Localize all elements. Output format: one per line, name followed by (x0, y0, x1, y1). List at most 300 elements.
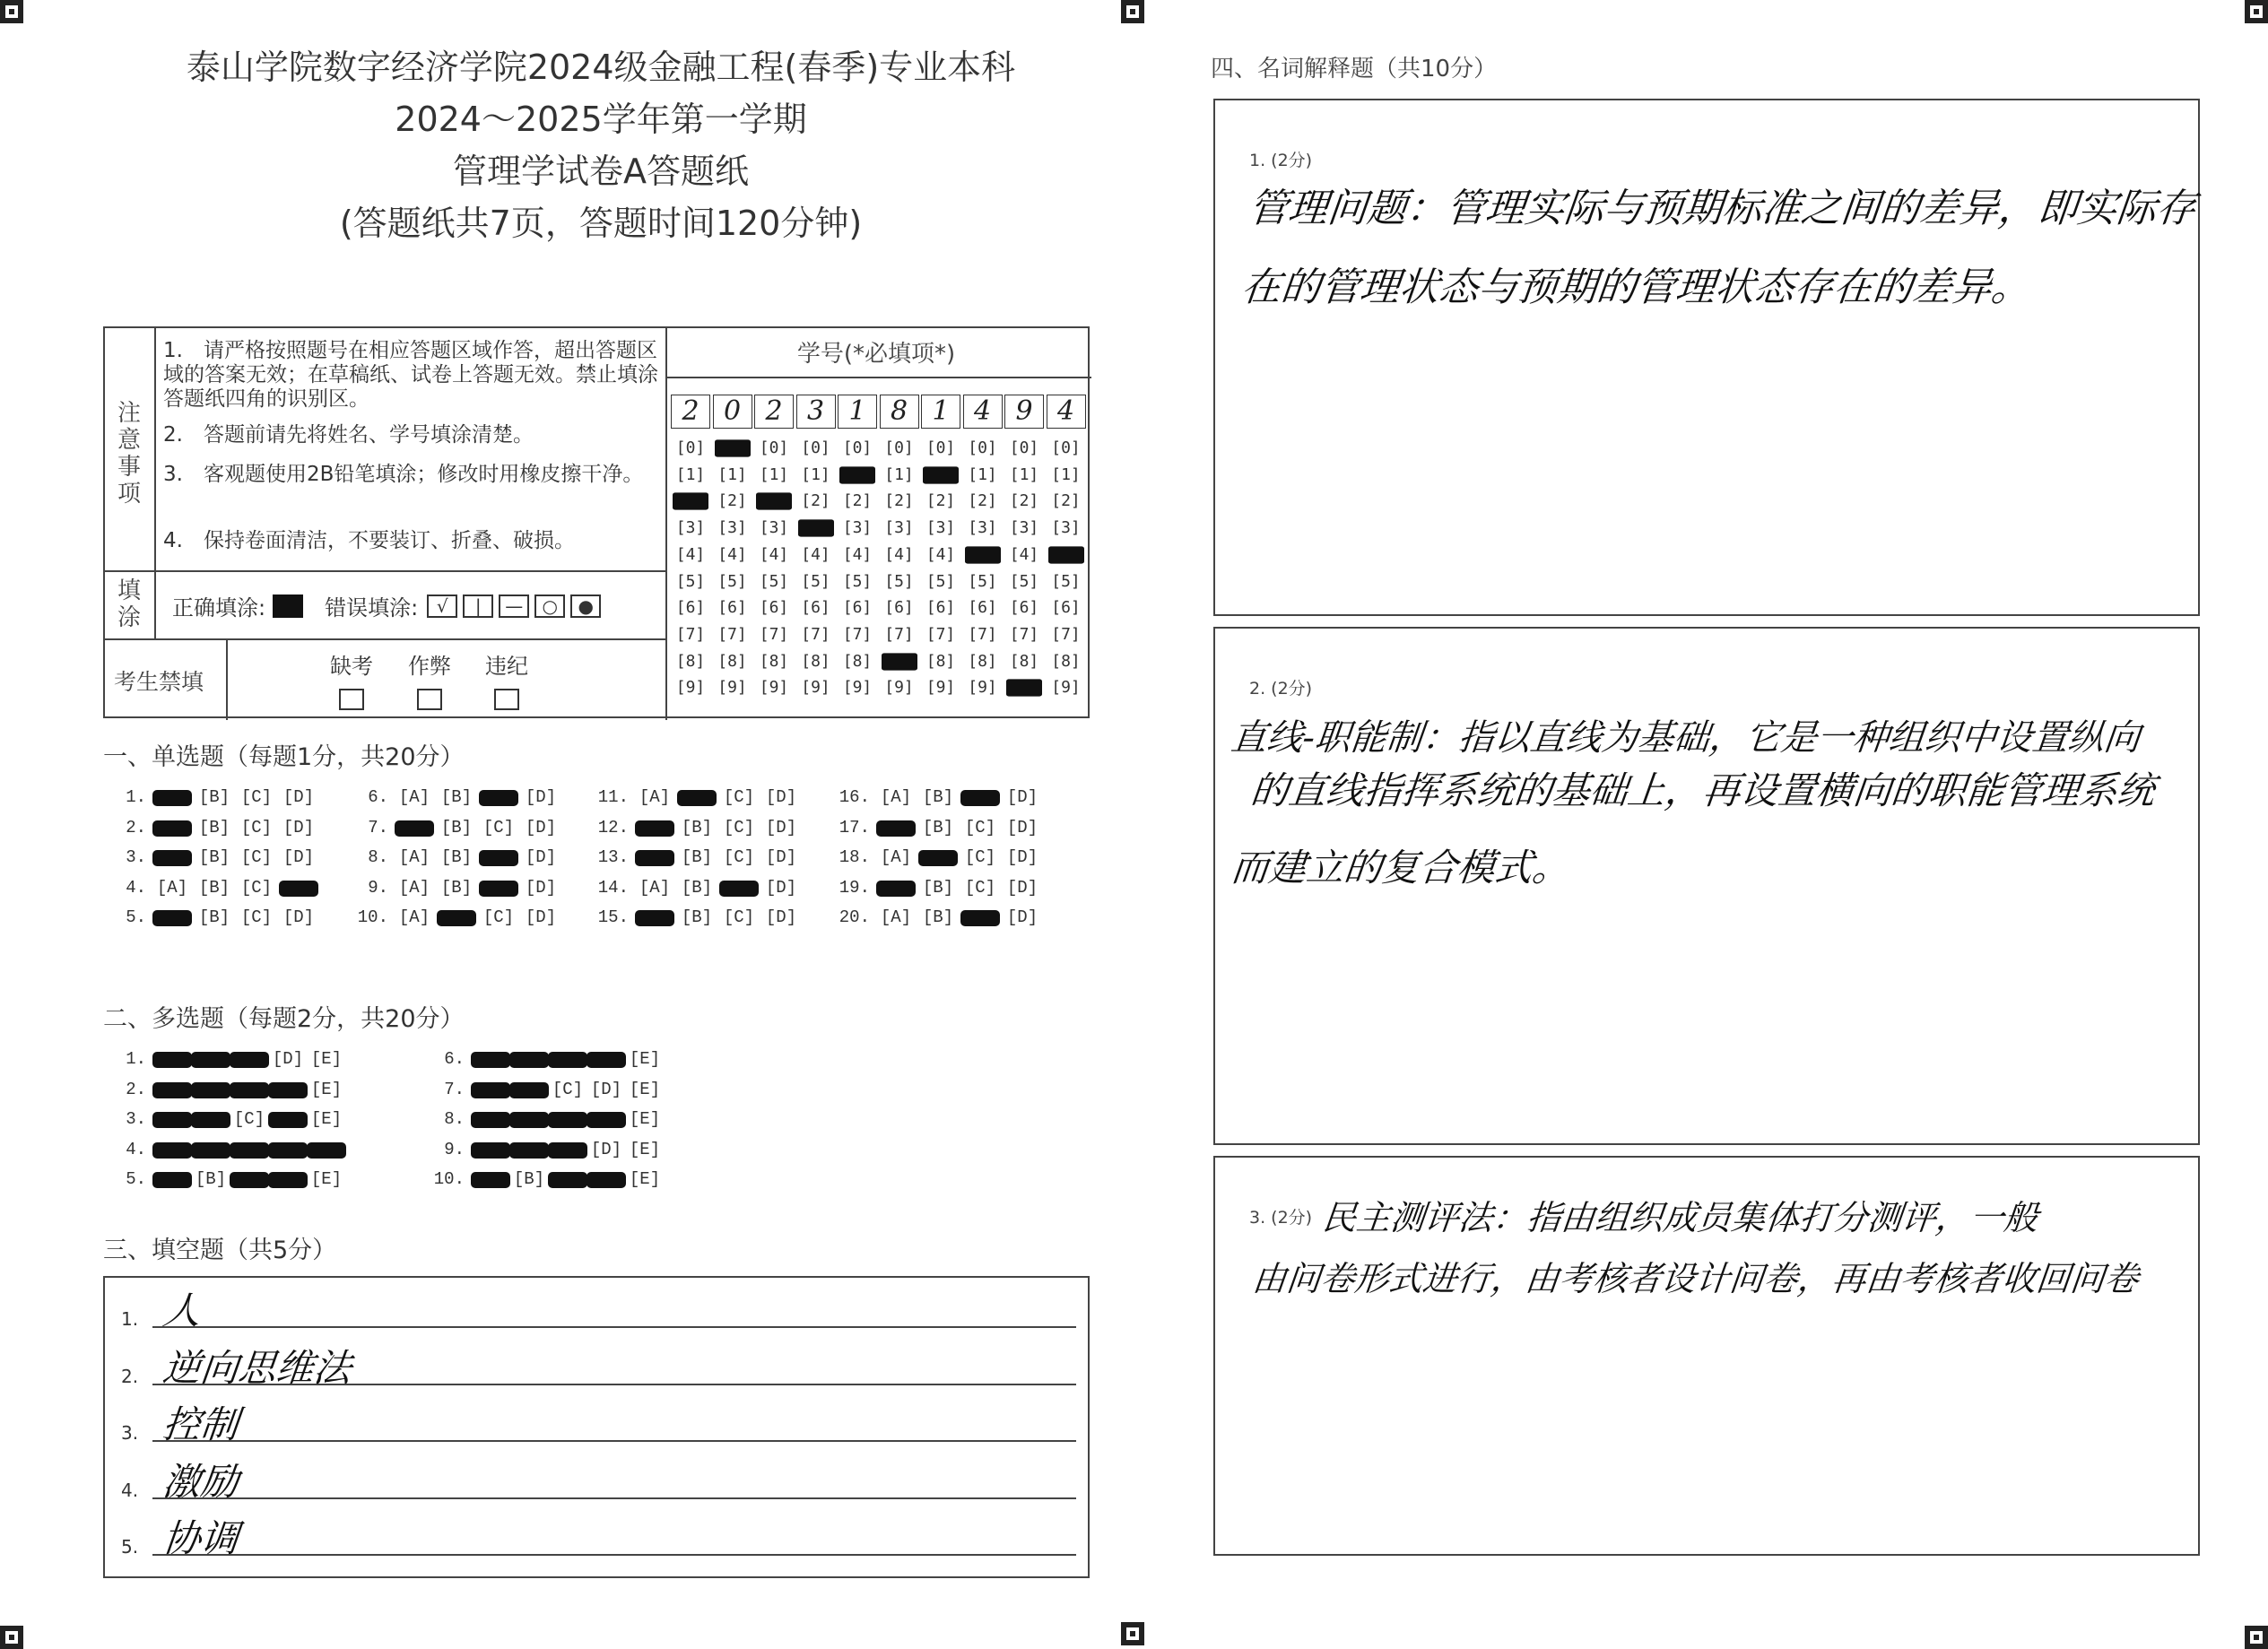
student-id-bubble[interactable]: [0] (1009, 438, 1039, 457)
multi-choice-option[interactable] (587, 1112, 626, 1128)
single-choice-option[interactable] (279, 881, 318, 897)
student-id-bubble[interactable] (1006, 680, 1042, 697)
student-id-bubble[interactable] (882, 653, 917, 670)
student-id-bubble[interactable]: [4] (1009, 544, 1039, 564)
single-choice-option[interactable]: [B] (198, 847, 230, 867)
student-id-digit-10: 4 (1047, 395, 1086, 429)
forbid-absent-checkbox[interactable] (339, 689, 364, 710)
multi-choice-option[interactable] (191, 1052, 230, 1068)
student-id-bubble[interactable] (673, 493, 708, 510)
single-choice-option[interactable]: [B] (198, 877, 230, 898)
student-id-bubble[interactable]: [9] (968, 678, 997, 698)
student-id-bubble[interactable] (756, 493, 792, 510)
single-choice-option[interactable] (719, 881, 759, 897)
fill-blank-number: 2. (121, 1365, 139, 1387)
student-id-bubble[interactable]: [5] (925, 571, 956, 591)
single-choice-option[interactable]: [C] (240, 877, 273, 898)
student-id-bubble[interactable]: [0] (759, 438, 789, 457)
multi-choice-option[interactable] (471, 1052, 510, 1068)
multi-choice-option[interactable] (587, 1172, 626, 1188)
single-choice-option[interactable] (876, 881, 916, 897)
multi-choice-number: 2. (126, 1079, 146, 1099)
multi-choice-option[interactable] (471, 1112, 510, 1128)
single-choice-option[interactable]: [B] (198, 787, 230, 807)
multi-choice-option[interactable] (268, 1112, 308, 1128)
single-choice-number: 1. (126, 787, 146, 807)
multi-choice-number: 3. (126, 1109, 146, 1129)
multi-choice-option[interactable]: [B] (195, 1169, 227, 1189)
student-id-bubble[interactable]: [7] (717, 624, 747, 644)
multi-choice-option[interactable] (548, 1172, 587, 1188)
multi-choice-option[interactable]: [B] (513, 1169, 545, 1189)
student-id-bubble[interactable] (965, 546, 1001, 563)
multi-choice-option[interactable] (230, 1142, 269, 1159)
term-answer-box-3[interactable] (1213, 1156, 2200, 1556)
student-id-bubble[interactable]: [3] (968, 518, 997, 538)
single-choice-option[interactable] (152, 790, 192, 806)
single-choice-number: 15. (597, 907, 629, 927)
term-answer-box-2[interactable] (1213, 627, 2200, 1145)
single-choice-option[interactable] (152, 910, 192, 926)
single-choice-option[interactable]: [D] (525, 847, 557, 867)
student-id-bubble[interactable]: [3] (842, 518, 873, 538)
student-id-bubble[interactable]: [5] (759, 571, 789, 591)
multi-choice-option[interactable]: [E] (629, 1109, 661, 1129)
single-choice-option[interactable]: [D] (1006, 787, 1038, 807)
single-choice-option[interactable]: [A] (880, 847, 912, 867)
single-choice-option[interactable] (677, 790, 717, 806)
student-id-bubble[interactable]: [2] (884, 491, 914, 511)
single-choice-option[interactable]: [D] (1006, 847, 1038, 867)
term-1-answer-line1: 管理问题：管理实际与预期标准之间的差异，即实际存 (1246, 186, 2199, 231)
multi-choice-option[interactable] (191, 1142, 230, 1159)
multi-choice-option[interactable] (548, 1112, 587, 1128)
corner-mark-top-center (1121, 0, 1144, 23)
multi-choice-option[interactable]: [E] (629, 1139, 661, 1159)
correct-fill-label: 正确填涂: (172, 595, 266, 621)
single-choice-number: 14. (597, 877, 629, 898)
multi-choice-option[interactable]: [E] (629, 1079, 661, 1099)
multi-choice-option[interactable] (191, 1112, 230, 1128)
fill-blank-line[interactable] (152, 1497, 1076, 1499)
single-choice-option[interactable]: [A] (880, 787, 912, 807)
single-choice-option[interactable]: [B] (681, 907, 713, 927)
single-choice-option[interactable]: [B] (922, 787, 954, 807)
student-id-bubble[interactable]: [6] (1051, 598, 1081, 618)
student-id-bubble[interactable]: [0] (842, 438, 873, 457)
forbid-cheat-checkbox[interactable] (417, 689, 442, 710)
student-id-bubble[interactable]: [6] (759, 598, 789, 618)
single-choice-option[interactable]: [A] (398, 907, 430, 927)
student-id-digit-7: 1 (921, 395, 960, 429)
single-choice-option[interactable]: [C] (964, 817, 996, 838)
student-id-bubble[interactable]: [4] (717, 544, 747, 564)
multi-choice-option[interactable] (152, 1082, 192, 1098)
single-choice-option[interactable]: [D] (765, 847, 797, 867)
multi-choice-option[interactable] (509, 1142, 549, 1159)
single-choice-number: 8. (368, 847, 388, 867)
multi-choice-option[interactable] (152, 1172, 192, 1188)
single-choice-title: 一、单选题（每题1分，共20分） (103, 743, 465, 771)
student-id-bubble[interactable]: [8] (1009, 651, 1039, 671)
student-id-bubble[interactable]: [1] (717, 464, 747, 484)
student-id-bubble[interactable]: [5] (1009, 571, 1039, 591)
student-id-digit-4: 3 (796, 395, 836, 429)
single-choice-option[interactable]: [C] (240, 907, 273, 927)
student-id-bubble[interactable]: [7] (1009, 624, 1039, 644)
multi-choice-option[interactable] (471, 1142, 510, 1159)
correct-fill-example (273, 595, 303, 618)
single-choice-option[interactable]: [A] (156, 877, 188, 898)
terms-title: 四、名词解释题（共10分） (1211, 56, 1498, 82)
student-id-bubble[interactable]: [2] (1009, 491, 1039, 511)
student-id-digit-6: 8 (880, 395, 919, 429)
single-choice-option[interactable]: [C] (240, 847, 273, 867)
single-choice-option[interactable]: [B] (922, 877, 954, 898)
multi-choice-option[interactable]: [D] (272, 1049, 304, 1069)
multi-choice-option[interactable] (152, 1112, 192, 1128)
multi-choice-option[interactable] (268, 1142, 308, 1159)
multi-choice-number: 6. (444, 1049, 465, 1069)
exam-title-line1: 泰山学院数字经济学院2024级金融工程(春季)专业本科 (186, 48, 1016, 87)
single-choice-option[interactable] (960, 910, 1000, 926)
multi-choice-option[interactable] (191, 1082, 230, 1098)
multi-choice-option[interactable] (471, 1082, 510, 1098)
student-id-bubble[interactable]: [5] (717, 571, 747, 591)
single-choice-option[interactable] (635, 850, 674, 866)
student-id-bubble[interactable]: [1] (884, 464, 914, 484)
student-id-bubble[interactable]: [9] (801, 678, 830, 698)
single-choice-option[interactable]: [D] (525, 877, 557, 898)
multi-choice-option[interactable] (230, 1082, 269, 1098)
forbid-label: 考生禁填 (114, 669, 204, 695)
student-id-bubble[interactable]: [0] (1051, 438, 1081, 457)
multi-choice-option[interactable]: [E] (629, 1169, 661, 1189)
wrong-fill-dot: ● (570, 595, 601, 618)
single-choice-option[interactable]: [D] (282, 907, 315, 927)
student-id-bubble[interactable]: [3] (925, 518, 956, 538)
student-id-bubble[interactable]: [5] (675, 571, 706, 591)
multi-choice-option[interactable]: [D] (590, 1079, 622, 1099)
student-id-bubble[interactable]: [4] (842, 544, 873, 564)
student-id-bubble[interactable]: [8] (801, 651, 830, 671)
student-id-bubble[interactable]: [3] (1009, 518, 1039, 538)
student-id-bubble[interactable]: [0] (925, 438, 956, 457)
student-id-bubble[interactable]: [1] (759, 464, 789, 484)
single-choice-number: 9. (368, 877, 388, 898)
student-id-bubble[interactable]: [9] (1051, 678, 1081, 698)
student-id-bubble[interactable]: [3] (759, 518, 789, 538)
single-choice-option[interactable]: [A] (880, 907, 912, 927)
single-choice-option[interactable]: [D] (525, 787, 557, 807)
single-choice-option[interactable]: [D] (525, 817, 557, 838)
multi-choice-option[interactable] (230, 1052, 269, 1068)
wrong-fill-bar: | (463, 595, 493, 618)
student-id-bubble[interactable] (715, 439, 751, 456)
forbid-cheat: 作弊 (398, 648, 461, 710)
single-choice-option[interactable]: [B] (198, 907, 230, 927)
student-id-bubble[interactable]: [3] (717, 518, 747, 538)
single-choice-option[interactable]: [B] (681, 817, 713, 838)
single-choice-option[interactable]: [C] (964, 847, 996, 867)
student-id-bubble[interactable] (923, 466, 959, 483)
student-id-bubble[interactable]: [6] (675, 598, 706, 618)
term-1-label: 1. (2分) (1249, 151, 1313, 170)
single-choice-option[interactable]: [B] (440, 817, 473, 838)
corner-mark-bottom-left (0, 1626, 23, 1649)
student-id-bubble[interactable]: [2] (925, 491, 956, 511)
student-id-bubble[interactable]: [5] (968, 571, 997, 591)
student-id-bubble[interactable]: [6] (801, 598, 830, 618)
single-choice-option[interactable] (635, 820, 674, 837)
student-id-bubble[interactable]: [5] (801, 571, 830, 591)
term-2-label: 2. (2分) (1249, 679, 1313, 699)
student-id-bubble[interactable]: [0] (968, 438, 997, 457)
multi-choice-option[interactable] (509, 1082, 549, 1098)
fill-blank-answer-3: 控制 (161, 1402, 241, 1446)
single-choice-option[interactable]: [C] (964, 877, 996, 898)
single-choice-option[interactable] (437, 910, 476, 926)
student-id-bubble[interactable]: [9] (925, 678, 956, 698)
multi-choice-option[interactable]: [E] (629, 1049, 661, 1069)
fill-divider (105, 638, 665, 640)
student-id-bubble[interactable]: [2] (842, 491, 873, 511)
single-choice-option[interactable]: [B] (681, 847, 713, 867)
single-choice-number: 13. (597, 847, 629, 867)
term-2-answer-line1: 直线-职能制：指以直线为基础，它是一种组织中设置纵向 (1229, 717, 2142, 759)
single-choice-option[interactable]: [C] (723, 907, 755, 927)
single-choice-option[interactable] (479, 881, 518, 897)
single-choice-option[interactable]: [C] (723, 817, 755, 838)
student-id-bubble[interactable]: [9] (884, 678, 914, 698)
single-choice-option[interactable]: [A] (398, 877, 430, 898)
single-choice-option[interactable]: [D] (765, 877, 797, 898)
single-choice-option[interactable]: [C] (723, 847, 755, 867)
forbid-absent: 缺考 (320, 648, 383, 710)
student-id-bubble[interactable]: [9] (842, 678, 873, 698)
student-id-bubble[interactable]: [4] (759, 544, 789, 564)
student-id-bubble[interactable]: [5] (842, 571, 873, 591)
student-id-bubble[interactable]: [7] (968, 624, 997, 644)
student-id-bubble[interactable]: [0] (801, 438, 830, 457)
single-choice-option[interactable]: [C] (482, 817, 515, 838)
student-id-title-underline (665, 377, 1091, 378)
student-id-bubble[interactable]: [5] (1051, 571, 1081, 591)
multi-choice-option[interactable] (152, 1052, 192, 1068)
single-choice-option[interactable]: [C] (482, 907, 515, 927)
student-id-bubble[interactable] (798, 519, 834, 536)
multi-choice-option[interactable] (548, 1142, 587, 1159)
single-choice-option[interactable] (152, 850, 192, 866)
student-id-bubble[interactable]: [6] (884, 598, 914, 618)
fill-blank-box (103, 1276, 1090, 1578)
single-choice-number: 7. (368, 817, 388, 838)
corner-mark-top-left (0, 0, 23, 23)
student-id-bubble[interactable]: [7] (1051, 624, 1081, 644)
single-choice-option[interactable] (152, 820, 192, 837)
single-choice-option[interactable] (479, 790, 518, 806)
single-choice-option[interactable]: [D] (282, 847, 315, 867)
term-3-answer-line2: 由问卷形式进行，由考核者设计问卷，再由考核者收回问卷 (1250, 1259, 2141, 1298)
student-id-bubble[interactable]: [7] (675, 624, 706, 644)
single-choice-number: 18. (839, 847, 870, 867)
multi-choice-option[interactable]: [E] (310, 1079, 343, 1099)
wrong-fill-dash: — (499, 595, 529, 618)
single-choice-number: 12. (597, 817, 629, 838)
single-choice-option[interactable]: [A] (639, 787, 671, 807)
single-choice-option[interactable] (635, 910, 674, 926)
multi-choice-option[interactable] (509, 1052, 549, 1068)
multi-choice-option[interactable] (152, 1142, 192, 1159)
single-choice-number: 2. (126, 817, 146, 838)
single-choice-number: 11. (597, 787, 629, 807)
single-choice-option[interactable]: [D] (765, 817, 797, 838)
student-id-bubble[interactable]: [6] (842, 598, 873, 618)
single-choice-option[interactable] (395, 820, 434, 837)
student-id-bubble[interactable] (1048, 546, 1084, 563)
single-choice-number: 20. (839, 907, 870, 927)
student-id-bubble[interactable]: [2] (717, 491, 747, 511)
corner-mark-top-right (2245, 0, 2268, 23)
student-id-bubble[interactable]: [2] (968, 491, 997, 511)
student-id-bubble[interactable]: [4] (884, 544, 914, 564)
student-id-bubble[interactable]: [2] (801, 491, 830, 511)
term-answer-box-1[interactable] (1213, 99, 2200, 616)
student-id-bubble[interactable]: [7] (842, 624, 873, 644)
student-id-bubble[interactable]: [7] (884, 624, 914, 644)
student-id-bubble[interactable]: [5] (884, 571, 914, 591)
term-2-answer-line2: 的直线指挥系统的基础上，再设置横向的职能管理系统 (1248, 768, 2158, 812)
student-id-bubble[interactable]: [3] (884, 518, 914, 538)
single-choice-option[interactable]: [D] (765, 787, 797, 807)
student-id-bubble[interactable]: [1] (801, 464, 830, 484)
fill-blank-line[interactable] (152, 1554, 1076, 1556)
multi-choice-number: 4. (126, 1139, 146, 1159)
student-id-bubble[interactable]: [6] (968, 598, 997, 618)
student-id-bubble[interactable]: [8] (925, 651, 956, 671)
single-choice-option[interactable]: [D] (282, 817, 315, 838)
multi-choice-option[interactable]: [C] (233, 1109, 265, 1129)
single-choice-option[interactable]: [D] (1006, 907, 1038, 927)
student-id-bubble[interactable] (839, 466, 875, 483)
student-id-bubble[interactable]: [8] (968, 651, 997, 671)
single-choice-option[interactable]: [B] (440, 847, 473, 867)
student-id-bubble[interactable]: [0] (675, 438, 706, 457)
single-choice-number: 16. (839, 787, 870, 807)
wrong-fill-circle: ○ (534, 595, 565, 618)
student-id-bubble[interactable]: [4] (675, 544, 706, 564)
fill-blank-number: 1. (121, 1308, 139, 1330)
student-id-bubble[interactable]: [9] (759, 678, 789, 698)
single-choice-option[interactable]: [B] (198, 817, 230, 838)
student-id-bubble[interactable]: [7] (801, 624, 830, 644)
multi-choice-option[interactable] (268, 1172, 308, 1188)
single-choice-option[interactable] (479, 850, 518, 866)
single-choice-option[interactable]: [B] (440, 877, 473, 898)
fill-blank-answer-4: 激励 (161, 1459, 241, 1504)
multi-choice-option[interactable] (307, 1142, 346, 1159)
student-id-bubble[interactable]: [8] (717, 651, 747, 671)
exam-title-line2: 2024～2025学年第一学期 (395, 100, 807, 139)
single-choice-option[interactable]: [A] (398, 847, 430, 867)
fill-label: 填涂 (117, 577, 141, 631)
student-id-bubble[interactable]: [1] (1009, 464, 1039, 484)
single-choice-option[interactable]: [C] (723, 787, 755, 807)
student-id-bubble[interactable]: [1] (1051, 464, 1081, 484)
student-id-bubble[interactable]: [7] (925, 624, 956, 644)
multi-choice-option[interactable] (587, 1052, 626, 1068)
student-id-bubble[interactable]: [6] (717, 598, 747, 618)
student-id-bubble[interactable]: [4] (801, 544, 830, 564)
student-id-bubble[interactable]: [1] (968, 464, 997, 484)
student-id-bubble[interactable]: [8] (1051, 651, 1081, 671)
multi-choice-option[interactable]: [D] (590, 1139, 622, 1159)
student-id-bubble[interactable]: [6] (925, 598, 956, 618)
multi-choice-number: 7. (444, 1079, 465, 1099)
student-id-bubble[interactable]: [8] (675, 651, 706, 671)
student-id-bubble[interactable]: [1] (675, 464, 706, 484)
multi-choice-option[interactable] (548, 1052, 587, 1068)
single-choice-number: 17. (839, 817, 870, 838)
single-choice-option[interactable]: [D] (765, 907, 797, 927)
single-choice-option[interactable] (876, 820, 916, 837)
single-choice-option[interactable]: [D] (1006, 877, 1038, 898)
single-choice-number: 3. (126, 847, 146, 867)
student-id-bubble[interactable]: [2] (1051, 491, 1081, 511)
multi-choice-option[interactable] (230, 1172, 269, 1188)
single-choice-option[interactable]: [D] (1006, 817, 1038, 838)
single-choice-option[interactable] (960, 790, 1000, 806)
student-id-bubble[interactable]: [3] (1051, 518, 1081, 538)
student-id-digit-9: 9 (1004, 395, 1044, 429)
student-id-digit-5: 1 (838, 395, 877, 429)
multi-choice-option[interactable] (471, 1172, 510, 1188)
multi-choice-option[interactable]: [E] (310, 1049, 343, 1069)
multi-choice-option[interactable] (268, 1082, 308, 1098)
multi-choice-option[interactable]: [E] (310, 1169, 343, 1189)
single-choice-option[interactable]: [B] (440, 787, 473, 807)
single-choice-option[interactable]: [A] (398, 787, 430, 807)
single-choice-option[interactable] (918, 850, 958, 866)
single-choice-option[interactable]: [D] (282, 787, 315, 807)
single-choice-option[interactable]: [B] (681, 877, 713, 898)
student-id-bubble[interactable]: [8] (759, 651, 789, 671)
fill-vertical-divider (154, 570, 156, 638)
single-choice-option[interactable]: [B] (922, 817, 954, 838)
fill-blank-line[interactable] (152, 1326, 1076, 1328)
single-choice-option[interactable]: [A] (639, 877, 671, 898)
single-choice-option[interactable]: [C] (240, 787, 273, 807)
fill-blank-line[interactable] (152, 1440, 1076, 1442)
single-choice-option[interactable]: [B] (922, 907, 954, 927)
student-id-bubble[interactable]: [9] (717, 678, 747, 698)
student-id-digit-2: 0 (713, 395, 752, 429)
multi-choice-option[interactable]: [E] (310, 1109, 343, 1129)
student-id-bubble[interactable]: [7] (759, 624, 789, 644)
single-choice-option[interactable]: [C] (240, 817, 273, 838)
student-id-bubble[interactable]: [8] (842, 651, 873, 671)
multi-choice-option[interactable]: [C] (552, 1079, 584, 1099)
student-id-bubble[interactable]: [4] (925, 544, 956, 564)
student-id-bubble[interactable]: [6] (1009, 598, 1039, 618)
single-choice-option[interactable]: [D] (525, 907, 557, 927)
student-id-bubble[interactable]: [0] (884, 438, 914, 457)
student-id-divider (665, 328, 667, 720)
multi-choice-option[interactable] (509, 1112, 549, 1128)
forbid-violation-checkbox[interactable] (494, 689, 519, 710)
student-id-bubble[interactable]: [9] (675, 678, 706, 698)
student-id-bubble[interactable]: [3] (675, 518, 706, 538)
